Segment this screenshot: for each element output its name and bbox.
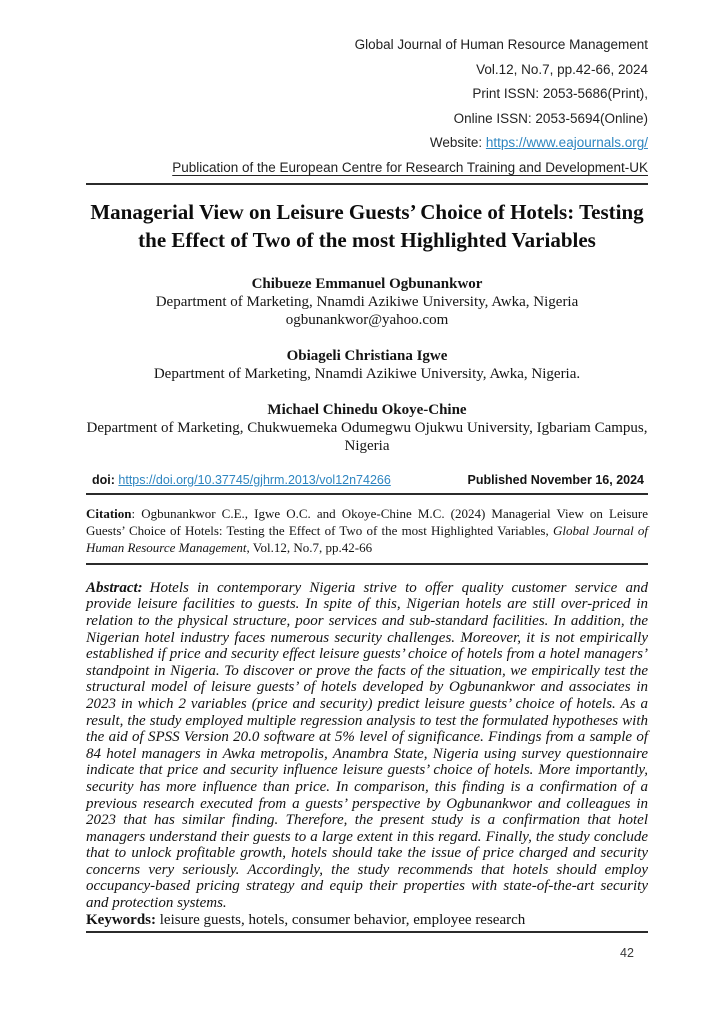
paper-title: Managerial View on Leisure Guests’ Choice of Hotels: Testing the Effect of Two of the most Highlighted Variables	[90, 199, 644, 252]
author-name: Obiageli Christiana Igwe	[286, 347, 448, 364]
published-date: Published November 16, 2024	[467, 472, 644, 487]
keywords-row	[86, 912, 648, 933]
doi-row	[86, 473, 648, 495]
authors-section	[86, 275, 648, 455]
online-issn: Online ISSN: 2053-5694(Online)	[453, 110, 648, 126]
keywords-text: leisure guests, hotels, consumer behavior, employee research	[156, 911, 526, 928]
print-issn: Print ISSN: 2053-5686(Print),	[472, 86, 648, 102]
page-content	[86, 0, 648, 933]
doi-label: doi:	[92, 472, 119, 487]
citation-text-2: , Vol.12, No.7, pp.42-66	[246, 540, 373, 556]
website-link[interactable]: https://www.eajournals.org/	[485, 135, 648, 151]
citation-label: Citation	[86, 505, 132, 521]
journal-header	[86, 0, 648, 185]
author-affiliation: Department of Marketing, Nnamdi Azikiwe University, Awka, Nigeria	[155, 293, 579, 310]
author-name: Michael Chinedu Okoye-Chine	[267, 401, 467, 418]
author-affiliation: Department of Marketing, Nnamdi Azikiwe University, Awka, Nigeria.	[153, 365, 581, 382]
publication-line: Publication of the European Centre for Research Training and Development-UK	[172, 159, 648, 175]
citation-text-1: : Ogbunankwor C.E., Igwe O.C. and Okoye-Chine M.C. (2024) Managerial View on Leisure Guests’ Choice of Hotels: Testing the Effect of Two of the most Highlighted Variables,	[86, 505, 648, 538]
author-email: ogbunankwor@yahoo.com	[285, 311, 449, 328]
author-affiliation: Department of Marketing, Chukwuemeka Odumegwu Ojukwu University, Igbariam Campus, Nigeria	[86, 419, 648, 454]
page-number: 42	[620, 946, 634, 960]
abstract-paragraph	[86, 580, 648, 912]
keywords-label: Keywords:	[86, 911, 156, 928]
author-block	[86, 347, 648, 383]
citation-journal-name: Global Journal of Human Resource Management	[86, 522, 648, 556]
journal-volume: Vol.12, No.7, pp.42-66, 2024	[476, 61, 648, 77]
author-name: Chibueze Emmanuel Ogbunankwor	[251, 275, 483, 292]
author-block	[86, 275, 648, 329]
doi-link[interactable]: https://doi.org/10.37745/gjhrm.2013/vol12n74266	[118, 472, 391, 487]
abstract-text: Hotels in contemporary Nigeria strive to offer quality customer service and provide leisure facilities to guests. In spite of this, Nigerian hotels are still over-priced in relation to the physical structure, poor services and sub-standard facilities. In addition, the Nigerian hotel industry faces numerous security challenges. Moreover, it is not empirically established if price and security effect leisure guests’ choice of hotels from a hotel managers’ standpoint in Nigeria. To discover or prove the facts of the situation, we empirically test the structural model of leisure guests’ of hotels developed by Ogbunankwor and associates in 2023 in which 2 variables (price and security) predict leisure guests’ choice of hotels. As a result, the study employed multiple regression analysis to test the formulated hypotheses with the aid of SPSS Version 20.0 software at 5% level of significance. Findings from a sample of 84 hotel managers in Awka metropolis, Anambra State, Nigeria using survey questionnaire indicate that price and security influence leisure guests’ choice of hotels. More importantly, security has more influence than price. In comparison, this finding is a confirmation of a previous research executed from a guests’ perspective by Ogbunankwor and colleagues in 2023 that has similar finding. Therefore, the present study is a confirmation that hotel managers understand their guests to a large extent in this regard. Finally, the study conclude that to unlock profitable growth, hotels should take the issue of price charged and security concerns very seriously. Accordingly, the study recommends that hotels should employ occupancy-based pricing strategy and equip their properties with state-of-the-art security and protection systems.	[86, 579, 648, 912]
doi-line	[92, 473, 391, 488]
journal-name: Global Journal of Human Resource Management	[354, 37, 648, 52]
website-line	[86, 131, 648, 156]
author-block	[86, 401, 648, 455]
abstract-label: Abstract:	[86, 579, 143, 596]
website-label: Website:	[429, 135, 486, 151]
citation-paragraph	[86, 505, 648, 565]
